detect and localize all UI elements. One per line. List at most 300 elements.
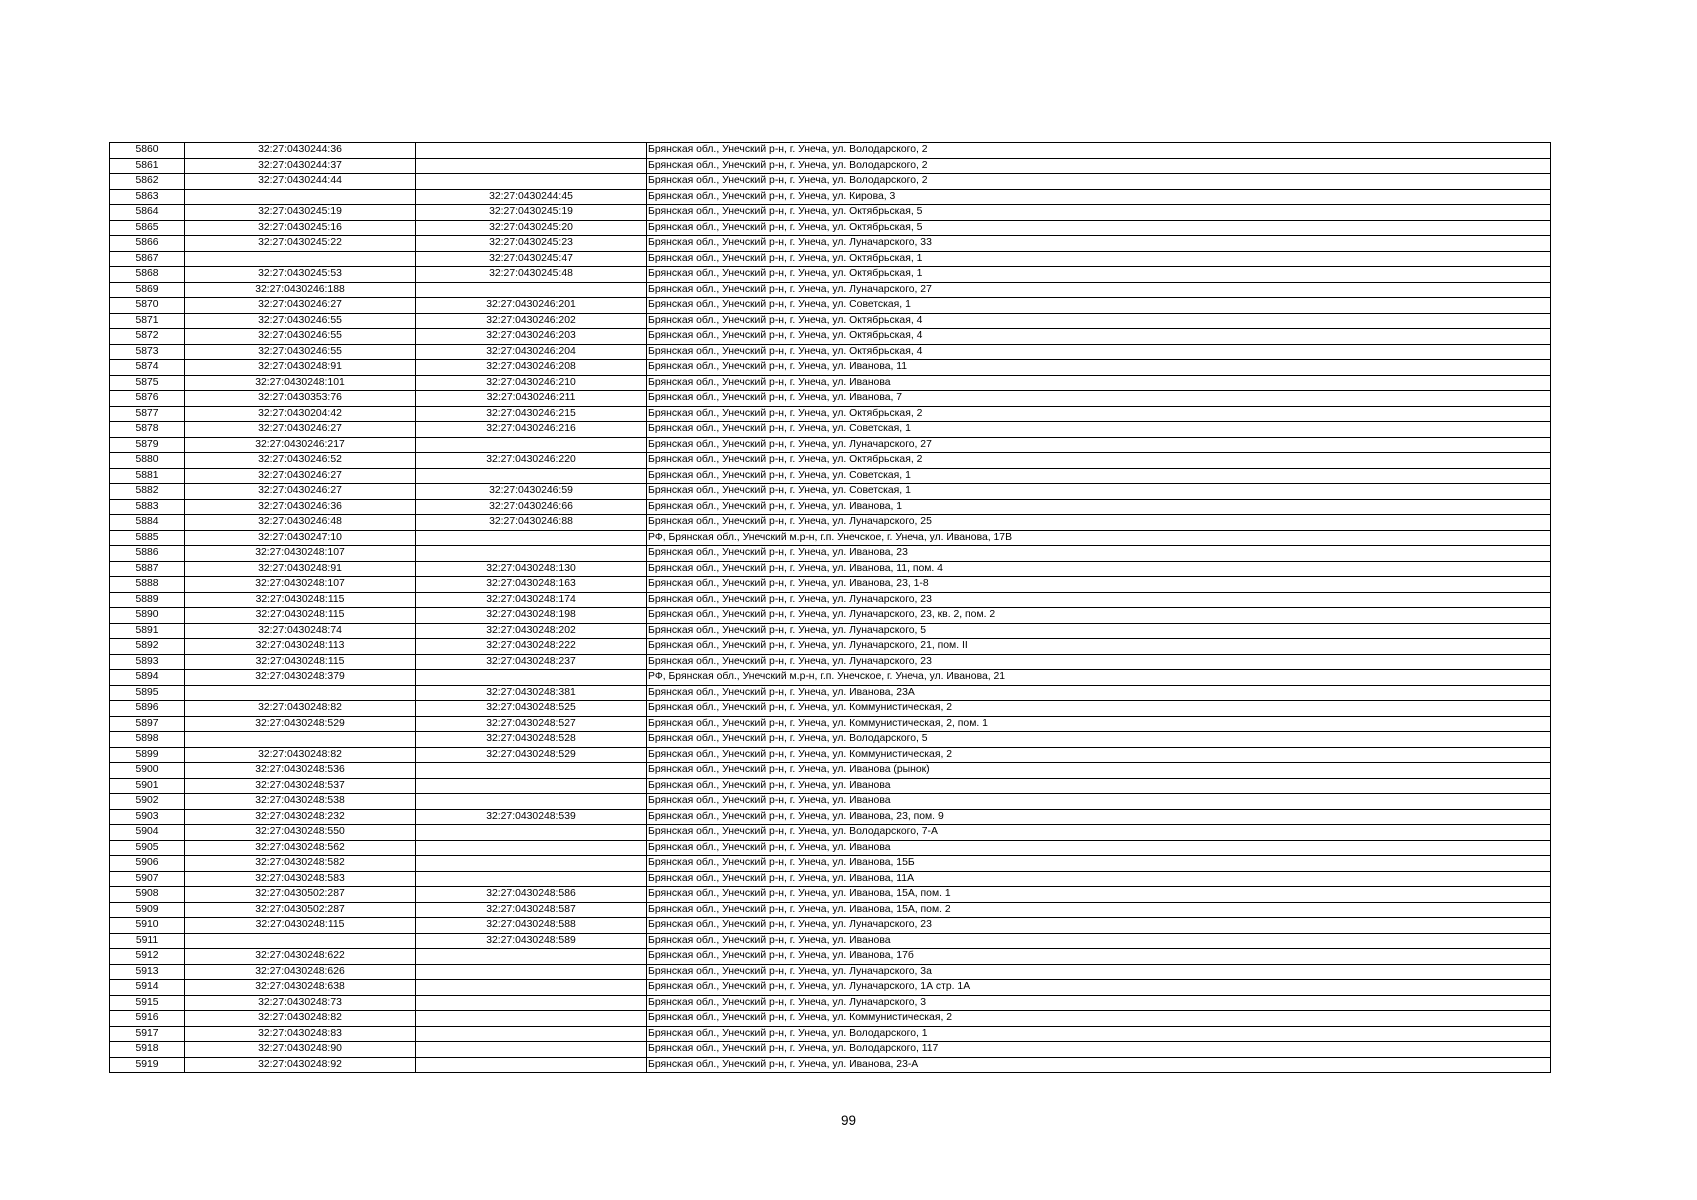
row-number-cell: 5912	[110, 949, 185, 965]
address-cell: Брянская обл., Унечский р-н, г. Унеча, ул. Володарского, 7-А	[647, 825, 1551, 841]
address-cell: Брянская обл., Унечский р-н, г. Унеча, ул. Луначарского, 27	[647, 282, 1551, 298]
address-cell: Брянская обл., Унечский р-н, г. Унеча, ул. Иванова, 17б	[647, 949, 1551, 965]
object-cadastral-number-cell	[416, 856, 647, 872]
table-row	[110, 437, 1551, 453]
table-row	[110, 453, 1551, 469]
table-row	[110, 949, 1551, 965]
row-number-cell: 5902	[110, 794, 185, 810]
address-cell: Брянская обл., Унечский р-н, г. Унеча, ул. Иванова, 23-А	[647, 1057, 1551, 1073]
object-cadastral-number-cell	[416, 980, 647, 996]
object-cadastral-number-cell	[416, 468, 647, 484]
cadastral-number-cell: 32:27:0430248:550	[185, 825, 416, 841]
cadastral-number-cell: 32:27:0430204:42	[185, 406, 416, 422]
address-cell: Брянская обл., Унечский р-н, г. Унеча, ул. Луначарского, 23, кв. 2, пом. 2	[647, 608, 1551, 624]
object-cadastral-number-cell: 32:27:0430246:88	[416, 515, 647, 531]
address-cell: Брянская обл., Унечский р-н, г. Унеча, ул. Коммунистическая, 2	[647, 701, 1551, 717]
cadastral-number-cell: 32:27:0430248:232	[185, 809, 416, 825]
table-row	[110, 933, 1551, 949]
object-cadastral-number-cell: 32:27:0430248:539	[416, 809, 647, 825]
row-number-cell: 5871	[110, 313, 185, 329]
registry-table-body	[110, 143, 1551, 1073]
table-row	[110, 530, 1551, 546]
row-number-cell: 5901	[110, 778, 185, 794]
object-cadastral-number-cell: 32:27:0430248:198	[416, 608, 647, 624]
cadastral-number-cell: 32:27:0430248:101	[185, 375, 416, 391]
table-row	[110, 158, 1551, 174]
table-row	[110, 1011, 1551, 1027]
table-row	[110, 282, 1551, 298]
table-row	[110, 732, 1551, 748]
object-cadastral-number-cell	[416, 282, 647, 298]
row-number-cell: 5893	[110, 654, 185, 670]
object-cadastral-number-cell: 32:27:0430246:215	[416, 406, 647, 422]
address-cell: Брянская обл., Унечский р-н, г. Унеча, ул. Иванова	[647, 933, 1551, 949]
row-number-cell: 5881	[110, 468, 185, 484]
row-number-cell: 5919	[110, 1057, 185, 1073]
row-number-cell: 5880	[110, 453, 185, 469]
table-row	[110, 980, 1551, 996]
address-cell: Брянская обл., Унечский р-н, г. Унеча, ул. Кирова, 3	[647, 189, 1551, 205]
address-cell: Брянская обл., Унечский р-н, г. Унеча, ул. Иванова, 11А	[647, 871, 1551, 887]
row-number-cell: 5876	[110, 391, 185, 407]
object-cadastral-number-cell: 32:27:0430246:202	[416, 313, 647, 329]
table-row	[110, 887, 1551, 903]
object-cadastral-number-cell: 32:27:0430248:586	[416, 887, 647, 903]
cadastral-number-cell: 32:27:0430248:107	[185, 577, 416, 593]
table-row	[110, 236, 1551, 252]
row-number-cell: 5905	[110, 840, 185, 856]
table-row	[110, 205, 1551, 221]
object-cadastral-number-cell: 32:27:0430248:529	[416, 747, 647, 763]
address-cell: Брянская обл., Унечский р-н, г. Унеча, ул. Иванова, 23А	[647, 685, 1551, 701]
address-cell: Брянская обл., Унечский р-н, г. Унеча, ул. Иванова, 15А, пом. 2	[647, 902, 1551, 918]
object-cadastral-number-cell: 32:27:0430245:48	[416, 267, 647, 283]
table-row	[110, 344, 1551, 360]
object-cadastral-number-cell	[416, 871, 647, 887]
cadastral-number-cell: 32:27:0430248:562	[185, 840, 416, 856]
object-cadastral-number-cell	[416, 763, 647, 779]
table-row	[110, 763, 1551, 779]
table-row	[110, 298, 1551, 314]
address-cell: Брянская обл., Унечский р-н, г. Унеча, ул. Иванова, 23, пом. 9	[647, 809, 1551, 825]
address-cell: Брянская обл., Унечский р-н, г. Унеча, ул. Иванова, 15Б	[647, 856, 1551, 872]
object-cadastral-number-cell: 32:27:0430244:45	[416, 189, 647, 205]
address-cell: Брянская обл., Унечский р-н, г. Унеча, ул. Коммунистическая, 2	[647, 1011, 1551, 1027]
table-row	[110, 856, 1551, 872]
row-number-cell: 5913	[110, 964, 185, 980]
address-cell: Брянская обл., Унечский р-н, г. Унеча, ул. Советская, 1	[647, 468, 1551, 484]
table-row	[110, 577, 1551, 593]
cadastral-number-cell: 32:27:0430248:115	[185, 608, 416, 624]
address-cell: Брянская обл., Унечский р-н, г. Унеча, ул. Иванова	[647, 778, 1551, 794]
object-cadastral-number-cell: 32:27:0430248:587	[416, 902, 647, 918]
cadastral-number-cell: 32:27:0430248:638	[185, 980, 416, 996]
row-number-cell: 5860	[110, 143, 185, 159]
address-cell: Брянская обл., Унечский р-н, г. Унеча, ул. Советская, 1	[647, 422, 1551, 438]
row-number-cell: 5907	[110, 871, 185, 887]
object-cadastral-number-cell: 32:27:0430246:201	[416, 298, 647, 314]
object-cadastral-number-cell: 32:27:0430248:130	[416, 561, 647, 577]
object-cadastral-number-cell: 32:27:0430246:59	[416, 484, 647, 500]
table-row	[110, 515, 1551, 531]
table-row	[110, 608, 1551, 624]
object-cadastral-number-cell: 32:27:0430246:216	[416, 422, 647, 438]
object-cadastral-number-cell: 32:27:0430245:23	[416, 236, 647, 252]
cadastral-number-cell: 32:27:0430245:22	[185, 236, 416, 252]
table-row	[110, 561, 1551, 577]
cadastral-number-cell: 32:27:0430244:44	[185, 174, 416, 190]
address-cell: Брянская обл., Унечский р-н, г. Унеча, ул. Октябрьская, 1	[647, 251, 1551, 267]
table-row	[110, 499, 1551, 515]
table-row	[110, 670, 1551, 686]
cadastral-number-cell: 32:27:0430246:27	[185, 298, 416, 314]
cadastral-number-cell: 32:27:0430246:36	[185, 499, 416, 515]
address-cell: Брянская обл., Унечский р-н, г. Унеча, ул. Октябрьская, 5	[647, 205, 1551, 221]
object-cadastral-number-cell: 32:27:0430246:66	[416, 499, 647, 515]
cadastral-number-cell: 32:27:0430248:626	[185, 964, 416, 980]
row-number-cell: 5890	[110, 608, 185, 624]
table-row	[110, 902, 1551, 918]
object-cadastral-number-cell: 32:27:0430248:528	[416, 732, 647, 748]
address-cell: Брянская обл., Унечский р-н, г. Унеча, ул. Луначарского, 5	[647, 623, 1551, 639]
table-row	[110, 484, 1551, 500]
address-cell: Брянская обл., Унечский р-н, г. Унеча, ул. Иванова	[647, 375, 1551, 391]
object-cadastral-number-cell: 32:27:0430245:19	[416, 205, 647, 221]
table-row	[110, 623, 1551, 639]
address-cell: Брянская обл., Унечский р-н, г. Унеча, ул. Иванова, 11, пом. 4	[647, 561, 1551, 577]
cadastral-number-cell: 32:27:0430248:582	[185, 856, 416, 872]
object-cadastral-number-cell: 32:27:0430246:204	[416, 344, 647, 360]
table-row	[110, 189, 1551, 205]
object-cadastral-number-cell	[416, 546, 647, 562]
object-cadastral-number-cell: 32:27:0430246:220	[416, 453, 647, 469]
table-row	[110, 251, 1551, 267]
row-number-cell: 5891	[110, 623, 185, 639]
row-number-cell: 5864	[110, 205, 185, 221]
table-row	[110, 1026, 1551, 1042]
cadastral-number-cell: 32:27:0430245:16	[185, 220, 416, 236]
table-row	[110, 360, 1551, 376]
cadastral-number-cell: 32:27:0430248:583	[185, 871, 416, 887]
object-cadastral-number-cell	[416, 778, 647, 794]
object-cadastral-number-cell: 32:27:0430248:525	[416, 701, 647, 717]
address-cell: Брянская обл., Унечский р-н, г. Унеча, ул. Октябрьская, 2	[647, 406, 1551, 422]
table-row	[110, 794, 1551, 810]
row-number-cell: 5908	[110, 887, 185, 903]
row-number-cell: 5885	[110, 530, 185, 546]
row-number-cell: 5911	[110, 933, 185, 949]
address-cell: Брянская обл., Унечский р-н, г. Унеча, ул. Иванова	[647, 794, 1551, 810]
table-row	[110, 747, 1551, 763]
row-number-cell: 5882	[110, 484, 185, 500]
address-cell: Брянская обл., Унечский р-н, г. Унеча, ул. Володарского, 2	[647, 174, 1551, 190]
row-number-cell: 5903	[110, 809, 185, 825]
address-cell: Брянская обл., Унечский р-н, г. Унеча, ул. Октябрьская, 4	[647, 344, 1551, 360]
object-cadastral-number-cell: 32:27:0430248:163	[416, 577, 647, 593]
address-cell: Брянская обл., Унечский р-н, г. Унеча, ул. Советская, 1	[647, 298, 1551, 314]
address-cell: Брянская обл., Унечский р-н, г. Унеча, ул. Луначарского, 27	[647, 437, 1551, 453]
object-cadastral-number-cell	[416, 964, 647, 980]
cadastral-number-cell: 32:27:0430246:52	[185, 453, 416, 469]
cadastral-number-cell: 32:27:0430248:115	[185, 654, 416, 670]
address-cell: Брянская обл., Унечский р-н, г. Унеча, ул. Луначарского, 3	[647, 995, 1551, 1011]
table-row	[110, 809, 1551, 825]
row-number-cell: 5899	[110, 747, 185, 763]
cadastral-number-cell: 32:27:0430245:53	[185, 267, 416, 283]
object-cadastral-number-cell: 32:27:0430248:222	[416, 639, 647, 655]
table-row	[110, 592, 1551, 608]
cadastral-number-cell: 32:27:0430244:36	[185, 143, 416, 159]
row-number-cell: 5862	[110, 174, 185, 190]
object-cadastral-number-cell: 32:27:0430248:381	[416, 685, 647, 701]
address-cell: Брянская обл., Унечский р-н, г. Унеча, ул. Иванова, 23	[647, 546, 1551, 562]
row-number-cell: 5861	[110, 158, 185, 174]
row-number-cell: 5917	[110, 1026, 185, 1042]
cadastral-number-cell	[185, 732, 416, 748]
cadastral-number-cell: 32:27:0430248:90	[185, 1042, 416, 1058]
object-cadastral-number-cell	[416, 1011, 647, 1027]
table-row	[110, 639, 1551, 655]
row-number-cell: 5900	[110, 763, 185, 779]
row-number-cell: 5897	[110, 716, 185, 732]
cadastral-number-cell: 32:27:0430248:92	[185, 1057, 416, 1073]
table-row	[110, 964, 1551, 980]
address-cell: РФ, Брянская обл., Унечский м.р-н, г.п. Унечское, г. Унеча, ул. Иванова, 21	[647, 670, 1551, 686]
object-cadastral-number-cell	[416, 949, 647, 965]
table-row	[110, 329, 1551, 345]
row-number-cell: 5877	[110, 406, 185, 422]
object-cadastral-number-cell	[416, 670, 647, 686]
address-cell: Брянская обл., Унечский р-н, г. Унеча, ул. Луначарского, 1А стр. 1А	[647, 980, 1551, 996]
table-row	[110, 546, 1551, 562]
address-cell: Брянская обл., Унечский р-н, г. Унеча, ул. Луначарского, 33	[647, 236, 1551, 252]
row-number-cell: 5863	[110, 189, 185, 205]
table-row	[110, 406, 1551, 422]
row-number-cell: 5898	[110, 732, 185, 748]
address-cell: Брянская обл., Унечский р-н, г. Унеча, ул. Луначарского, 23	[647, 918, 1551, 934]
table-row	[110, 995, 1551, 1011]
cadastral-number-cell: 32:27:0430248:379	[185, 670, 416, 686]
row-number-cell: 5879	[110, 437, 185, 453]
cadastral-number-cell: 32:27:0430248:622	[185, 949, 416, 965]
table-row	[110, 1057, 1551, 1073]
row-number-cell: 5889	[110, 592, 185, 608]
address-cell: Брянская обл., Унечский р-н, г. Унеча, ул. Володарского, 1	[647, 1026, 1551, 1042]
cadastral-number-cell: 32:27:0430248:115	[185, 918, 416, 934]
table-row	[110, 918, 1551, 934]
cadastral-number-cell: 32:27:0430248:113	[185, 639, 416, 655]
row-number-cell: 5892	[110, 639, 185, 655]
cadastral-number-cell: 32:27:0430248:83	[185, 1026, 416, 1042]
row-number-cell: 5873	[110, 344, 185, 360]
object-cadastral-number-cell	[416, 530, 647, 546]
table-row	[110, 716, 1551, 732]
cadastral-number-cell	[185, 189, 416, 205]
cadastral-number-cell: 32:27:0430246:217	[185, 437, 416, 453]
cadastral-number-cell: 32:27:0430248:82	[185, 701, 416, 717]
row-number-cell: 5883	[110, 499, 185, 515]
object-cadastral-number-cell	[416, 825, 647, 841]
cadastral-number-cell: 32:27:0430248:91	[185, 360, 416, 376]
address-cell: Брянская обл., Унечский р-н, г. Унеча, ул. Советская, 1	[647, 484, 1551, 500]
row-number-cell: 5894	[110, 670, 185, 686]
row-number-cell: 5914	[110, 980, 185, 996]
cadastral-number-cell: 32:27:0430248:529	[185, 716, 416, 732]
row-number-cell: 5896	[110, 701, 185, 717]
cadastral-number-cell: 32:27:0430246:48	[185, 515, 416, 531]
object-cadastral-number-cell: 32:27:0430248:202	[416, 623, 647, 639]
object-cadastral-number-cell	[416, 174, 647, 190]
address-cell: Брянская обл., Унечский р-н, г. Унеча, ул. Луначарского, 3а	[647, 964, 1551, 980]
table-row	[110, 143, 1551, 159]
row-number-cell: 5868	[110, 267, 185, 283]
object-cadastral-number-cell	[416, 143, 647, 159]
address-cell: Брянская обл., Унечский р-н, г. Унеча, ул. Коммунистическая, 2, пом. 1	[647, 716, 1551, 732]
table-row	[110, 468, 1551, 484]
object-cadastral-number-cell	[416, 794, 647, 810]
address-cell: Брянская обл., Унечский р-н, г. Унеча, ул. Луначарского, 23	[647, 592, 1551, 608]
table-row	[110, 685, 1551, 701]
cadastral-number-cell: 32:27:0430246:55	[185, 344, 416, 360]
cadastral-number-cell: 32:27:0430248:537	[185, 778, 416, 794]
row-number-cell: 5887	[110, 561, 185, 577]
cadastral-number-cell: 32:27:0430248:82	[185, 747, 416, 763]
cadastral-number-cell: 32:27:0430248:107	[185, 546, 416, 562]
row-number-cell: 5878	[110, 422, 185, 438]
row-number-cell: 5909	[110, 902, 185, 918]
cadastral-number-cell: 32:27:0430247:10	[185, 530, 416, 546]
address-cell: Брянская обл., Унечский р-н, г. Унеча, ул. Иванова, 15А, пом. 1	[647, 887, 1551, 903]
row-number-cell: 5918	[110, 1042, 185, 1058]
address-cell: Брянская обл., Унечский р-н, г. Унеча, ул. Октябрьская, 2	[647, 453, 1551, 469]
cadastral-number-cell: 32:27:0430248:536	[185, 763, 416, 779]
cadastral-number-cell: 32:27:0430248:91	[185, 561, 416, 577]
address-cell: Брянская обл., Унечский р-н, г. Унеча, ул. Иванова, 7	[647, 391, 1551, 407]
row-number-cell: 5886	[110, 546, 185, 562]
address-cell: Брянская обл., Унечский р-н, г. Унеча, ул. Луначарского, 21, пом. II	[647, 639, 1551, 655]
row-number-cell: 5875	[110, 375, 185, 391]
object-cadastral-number-cell	[416, 1057, 647, 1073]
object-cadastral-number-cell	[416, 1042, 647, 1058]
table-row	[110, 825, 1551, 841]
cadastral-number-cell: 32:27:0430246:27	[185, 484, 416, 500]
row-number-cell: 5872	[110, 329, 185, 345]
cadastral-number-cell: 32:27:0430502:287	[185, 887, 416, 903]
cadastral-number-cell: 32:27:0430353:76	[185, 391, 416, 407]
object-cadastral-number-cell	[416, 1026, 647, 1042]
page-number: 99	[840, 1113, 857, 1128]
cadastral-number-cell	[185, 685, 416, 701]
object-cadastral-number-cell: 32:27:0430248:589	[416, 933, 647, 949]
table-row	[110, 391, 1551, 407]
table-row	[110, 313, 1551, 329]
table-row	[110, 422, 1551, 438]
address-cell: Брянская обл., Унечский р-н, г. Унеча, ул. Октябрьская, 5	[647, 220, 1551, 236]
object-cadastral-number-cell	[416, 437, 647, 453]
address-cell: Брянская обл., Унечский р-н, г. Унеча, ул. Коммунистическая, 2	[647, 747, 1551, 763]
cadastral-number-cell: 32:27:0430248:74	[185, 623, 416, 639]
table-row	[110, 220, 1551, 236]
row-number-cell: 5866	[110, 236, 185, 252]
address-cell: Брянская обл., Унечский р-н, г. Унеча, ул. Володарского, 2	[647, 158, 1551, 174]
row-number-cell: 5888	[110, 577, 185, 593]
row-number-cell: 5895	[110, 685, 185, 701]
table-row	[110, 840, 1551, 856]
row-number-cell: 5870	[110, 298, 185, 314]
address-cell: Брянская обл., Унечский р-н, г. Унеча, ул. Октябрьская, 1	[647, 267, 1551, 283]
cadastral-number-cell: 32:27:0430245:19	[185, 205, 416, 221]
cadastral-number-cell: 32:27:0430244:37	[185, 158, 416, 174]
row-number-cell: 5910	[110, 918, 185, 934]
object-cadastral-number-cell: 32:27:0430246:211	[416, 391, 647, 407]
object-cadastral-number-cell: 32:27:0430248:527	[416, 716, 647, 732]
address-cell: Брянская обл., Унечский р-н, г. Унеча, ул. Володарского, 117	[647, 1042, 1551, 1058]
object-cadastral-number-cell: 32:27:0430248:588	[416, 918, 647, 934]
address-cell: Брянская обл., Унечский р-н, г. Унеча, ул. Володарского, 5	[647, 732, 1551, 748]
table-row	[110, 174, 1551, 190]
address-cell: Брянская обл., Унечский р-н, г. Унеча, ул. Иванова, 1	[647, 499, 1551, 515]
object-cadastral-number-cell: 32:27:0430246:208	[416, 360, 647, 376]
address-cell: Брянская обл., Унечский р-н, г. Унеча, ул. Луначарского, 25	[647, 515, 1551, 531]
cadastral-number-cell: 32:27:0430246:55	[185, 329, 416, 345]
row-number-cell: 5869	[110, 282, 185, 298]
address-cell: Брянская обл., Унечский р-н, г. Унеча, ул. Октябрьская, 4	[647, 329, 1551, 345]
cadastral-number-cell: 32:27:0430246:188	[185, 282, 416, 298]
object-cadastral-number-cell	[416, 840, 647, 856]
cadastral-number-cell: 32:27:0430246:27	[185, 468, 416, 484]
table-row	[110, 654, 1551, 670]
address-cell: РФ, Брянская обл., Унечский м.р-н, г.п. Унечское, г. Унеча, ул. Иванова, 17В	[647, 530, 1551, 546]
table-row	[110, 375, 1551, 391]
object-cadastral-number-cell	[416, 995, 647, 1011]
row-number-cell: 5906	[110, 856, 185, 872]
cadastral-number-cell: 32:27:0430248:115	[185, 592, 416, 608]
cadastral-number-cell: 32:27:0430248:73	[185, 995, 416, 1011]
object-cadastral-number-cell: 32:27:0430245:47	[416, 251, 647, 267]
address-cell: Брянская обл., Унечский р-н, г. Унеча, ул. Иванова, 11	[647, 360, 1551, 376]
row-number-cell: 5884	[110, 515, 185, 531]
address-cell: Брянская обл., Унечский р-н, г. Унеча, ул. Иванова, 23, 1-8	[647, 577, 1551, 593]
cadastral-number-cell	[185, 251, 416, 267]
row-number-cell: 5874	[110, 360, 185, 376]
object-cadastral-number-cell: 32:27:0430245:20	[416, 220, 647, 236]
registry-table	[109, 142, 1551, 1073]
cadastral-number-cell: 32:27:0430246:55	[185, 313, 416, 329]
address-cell: Брянская обл., Унечский р-н, г. Унеча, ул. Октябрьская, 4	[647, 313, 1551, 329]
cadastral-number-cell	[185, 933, 416, 949]
cadastral-number-cell: 32:27:0430248:82	[185, 1011, 416, 1027]
table-row	[110, 701, 1551, 717]
object-cadastral-number-cell	[416, 158, 647, 174]
address-cell: Брянская обл., Унечский р-н, г. Унеча, ул. Луначарского, 23	[647, 654, 1551, 670]
cadastral-number-cell: 32:27:0430502:287	[185, 902, 416, 918]
table-row	[110, 871, 1551, 887]
address-cell: Брянская обл., Унечский р-н, г. Унеча, ул. Иванова	[647, 840, 1551, 856]
object-cadastral-number-cell: 32:27:0430246:210	[416, 375, 647, 391]
row-number-cell: 5904	[110, 825, 185, 841]
table-row	[110, 1042, 1551, 1058]
row-number-cell: 5916	[110, 1011, 185, 1027]
row-number-cell: 5867	[110, 251, 185, 267]
address-cell: Брянская обл., Унечский р-н, г. Унеча, ул. Володарского, 2	[647, 143, 1551, 159]
row-number-cell: 5865	[110, 220, 185, 236]
cadastral-number-cell: 32:27:0430248:538	[185, 794, 416, 810]
cadastral-number-cell: 32:27:0430246:27	[185, 422, 416, 438]
row-number-cell: 5915	[110, 995, 185, 1011]
table-row	[110, 267, 1551, 283]
object-cadastral-number-cell: 32:27:0430248:174	[416, 592, 647, 608]
address-cell: Брянская обл., Унечский р-н, г. Унеча, ул. Иванова (рынок)	[647, 763, 1551, 779]
